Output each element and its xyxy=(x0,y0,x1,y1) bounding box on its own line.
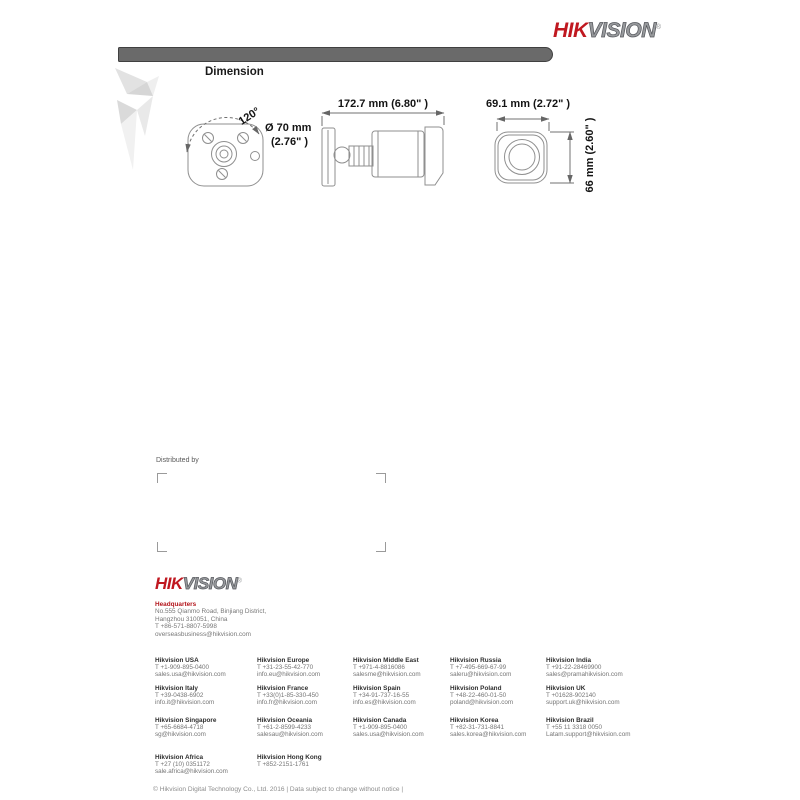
office-name: Hikvision USA xyxy=(155,657,199,664)
office-email: sg@hikvision.com xyxy=(155,731,206,739)
office-phone: T +55 11 3318 0050 xyxy=(546,724,602,732)
rear-diameter-label: Ø 70 mm xyxy=(265,122,312,134)
front-width-label: 69.1 mm (2.72" ) xyxy=(485,98,571,110)
office-singapore xyxy=(155,717,259,739)
dimension-section-title: Dimension xyxy=(205,66,264,78)
office-poland xyxy=(450,685,554,707)
office-name: Hikvision France xyxy=(257,685,309,692)
office-email: info.it@hikvision.com xyxy=(155,699,215,707)
office-hong-kong xyxy=(257,754,361,768)
regional-offices xyxy=(0,657,800,779)
office-uk xyxy=(546,685,650,707)
office-africa xyxy=(155,754,259,776)
copyright-notice: © Hikvision Digital Technology Co., Ltd. 2016 | Data subject to change without notice | xyxy=(153,786,404,793)
office-phone: T +34-91-737-16-55 xyxy=(353,692,410,700)
office-europe xyxy=(257,657,361,679)
office-name: Hikvision Middle East xyxy=(353,657,419,664)
headquarters-email: overseasbusiness@hikvision.com xyxy=(155,630,251,638)
office-email: info.fr@hikvision.com xyxy=(257,699,317,707)
office-middle-east xyxy=(353,657,457,679)
office-column-3 xyxy=(353,657,453,779)
distributed-by-label: Distributed by xyxy=(156,457,199,464)
office-italy xyxy=(155,685,259,707)
registered-mark: ® xyxy=(237,578,242,585)
office-france xyxy=(257,685,361,707)
logo-hik-text: HIK xyxy=(155,574,183,593)
office-phone: T +65-6684-4718 xyxy=(155,724,204,732)
office-email: sales@pramahikvision.com xyxy=(546,671,623,679)
headquarters-phone: T +86-571-8807-5998 xyxy=(155,623,217,631)
hikvision-logo-top xyxy=(553,19,661,43)
box-corner-top-right xyxy=(376,473,386,483)
office-column-1 xyxy=(155,657,255,779)
office-name: Hikvision Poland xyxy=(450,685,502,692)
office-phone: T +971-4-8816086 xyxy=(353,664,405,672)
rear-diameter-inches-label: (2.76" ) xyxy=(271,136,309,148)
front-view-drawing xyxy=(486,98,596,192)
office-phone: T +39-0438-6902 xyxy=(155,692,204,700)
office-name: Hikvision Canada xyxy=(353,717,407,724)
office-email: poland@hikvision.com xyxy=(450,699,514,707)
office-email: info.es@hikvision.com xyxy=(353,699,416,707)
office-name: Hikvision Italy xyxy=(155,685,198,692)
office-phone: T +33(0)1-85-330-450 xyxy=(257,692,319,700)
office-email: sales.korea@hikvision.com xyxy=(450,731,527,739)
office-email: support.uk@hikvision.com xyxy=(546,699,620,707)
box-corner-top-left xyxy=(157,473,167,483)
office-usa xyxy=(155,657,259,679)
office-phone: T +31-23-55-42-770 xyxy=(257,664,314,672)
headquarters-block xyxy=(155,601,266,638)
office-email: sales.usa@hikvision.com xyxy=(155,671,226,679)
office-name: Hikvision India xyxy=(546,657,592,664)
office-phone: T +1-909-895-0400 xyxy=(155,664,209,672)
office-name: Hikvision Russia xyxy=(450,657,502,664)
office-name: Hikvision Africa xyxy=(155,754,204,761)
front-height-label: 66 mm (2.60" ) xyxy=(584,117,596,193)
logo-hik-text: HIK xyxy=(553,19,588,42)
office-email: info.eu@hikvision.com xyxy=(257,671,321,679)
logo-vision-text: VISION xyxy=(587,19,656,42)
office-email: sales.usa@hikvision.com xyxy=(353,731,424,739)
office-email: sale.africa@hikvision.com xyxy=(155,768,228,776)
office-oceania xyxy=(257,717,361,739)
office-column-2 xyxy=(257,657,357,779)
office-email: salesau@hikvision.com xyxy=(257,731,323,739)
office-phone: T +7-495-669-67-99 xyxy=(450,664,507,672)
office-phone: T +852-2151-1761 xyxy=(257,761,309,769)
office-name: Hikvision Spain xyxy=(353,685,401,692)
office-name: Hikvision UK xyxy=(546,685,586,692)
office-korea xyxy=(450,717,554,739)
office-spain xyxy=(353,685,457,707)
hikvision-logo-footer xyxy=(155,574,241,594)
box-corner-bottom-left xyxy=(157,542,167,552)
office-name: Hikvision Oceania xyxy=(257,717,313,724)
office-name: Hikvision Hong Kong xyxy=(257,754,322,761)
office-phone: T +48-22-460-01-50 xyxy=(450,692,507,700)
logo-vision-text: VISION xyxy=(182,574,238,593)
office-phone: T +82-31-731-8841 xyxy=(450,724,504,732)
office-email: Latam.support@hikvision.com xyxy=(546,731,631,739)
office-name: Hikvision Singapore xyxy=(155,717,217,724)
office-phone: T +01628-902140 xyxy=(546,692,596,700)
office-phone: T +91-22-28469900 xyxy=(546,664,602,672)
office-russia xyxy=(450,657,554,679)
headquarters-title: Headquarters xyxy=(155,601,197,608)
headquarters-address-line1: No.555 Qianmo Road, Binjiang District, xyxy=(155,608,267,616)
office-email: saleru@hikvision.com xyxy=(450,671,512,679)
office-canada xyxy=(353,717,457,739)
office-name: Hikvision Brazil xyxy=(546,717,594,724)
header-divider-bar xyxy=(118,47,553,62)
office-phone: T +61-2-8599-4233 xyxy=(257,724,311,732)
office-brazil xyxy=(546,717,650,739)
office-phone: T +1-909-895-0400 xyxy=(353,724,407,732)
side-view-drawing xyxy=(322,98,444,186)
office-column-5 xyxy=(546,657,646,779)
registered-mark: ® xyxy=(655,24,661,31)
headquarters-address-line2: Hangzhou 310051, China xyxy=(155,615,228,623)
distributor-stamp-box xyxy=(157,473,386,552)
office-column-4 xyxy=(450,657,550,779)
camera-dimension-drawings xyxy=(185,88,605,220)
office-india xyxy=(546,657,650,679)
faceted-star-decoration xyxy=(113,58,173,178)
box-corner-bottom-right xyxy=(376,542,386,552)
office-email: salesme@hikvision.com xyxy=(353,671,421,679)
side-length-label: 172.7 mm (6.80" ) xyxy=(337,98,429,110)
office-name: Hikvision Korea xyxy=(450,717,499,724)
rear-angle-label: 120° xyxy=(236,105,263,128)
office-phone: T +27 (10) 0351172 xyxy=(155,761,210,769)
office-name: Hikvision Europe xyxy=(257,657,310,664)
rear-view-drawing xyxy=(187,105,312,186)
